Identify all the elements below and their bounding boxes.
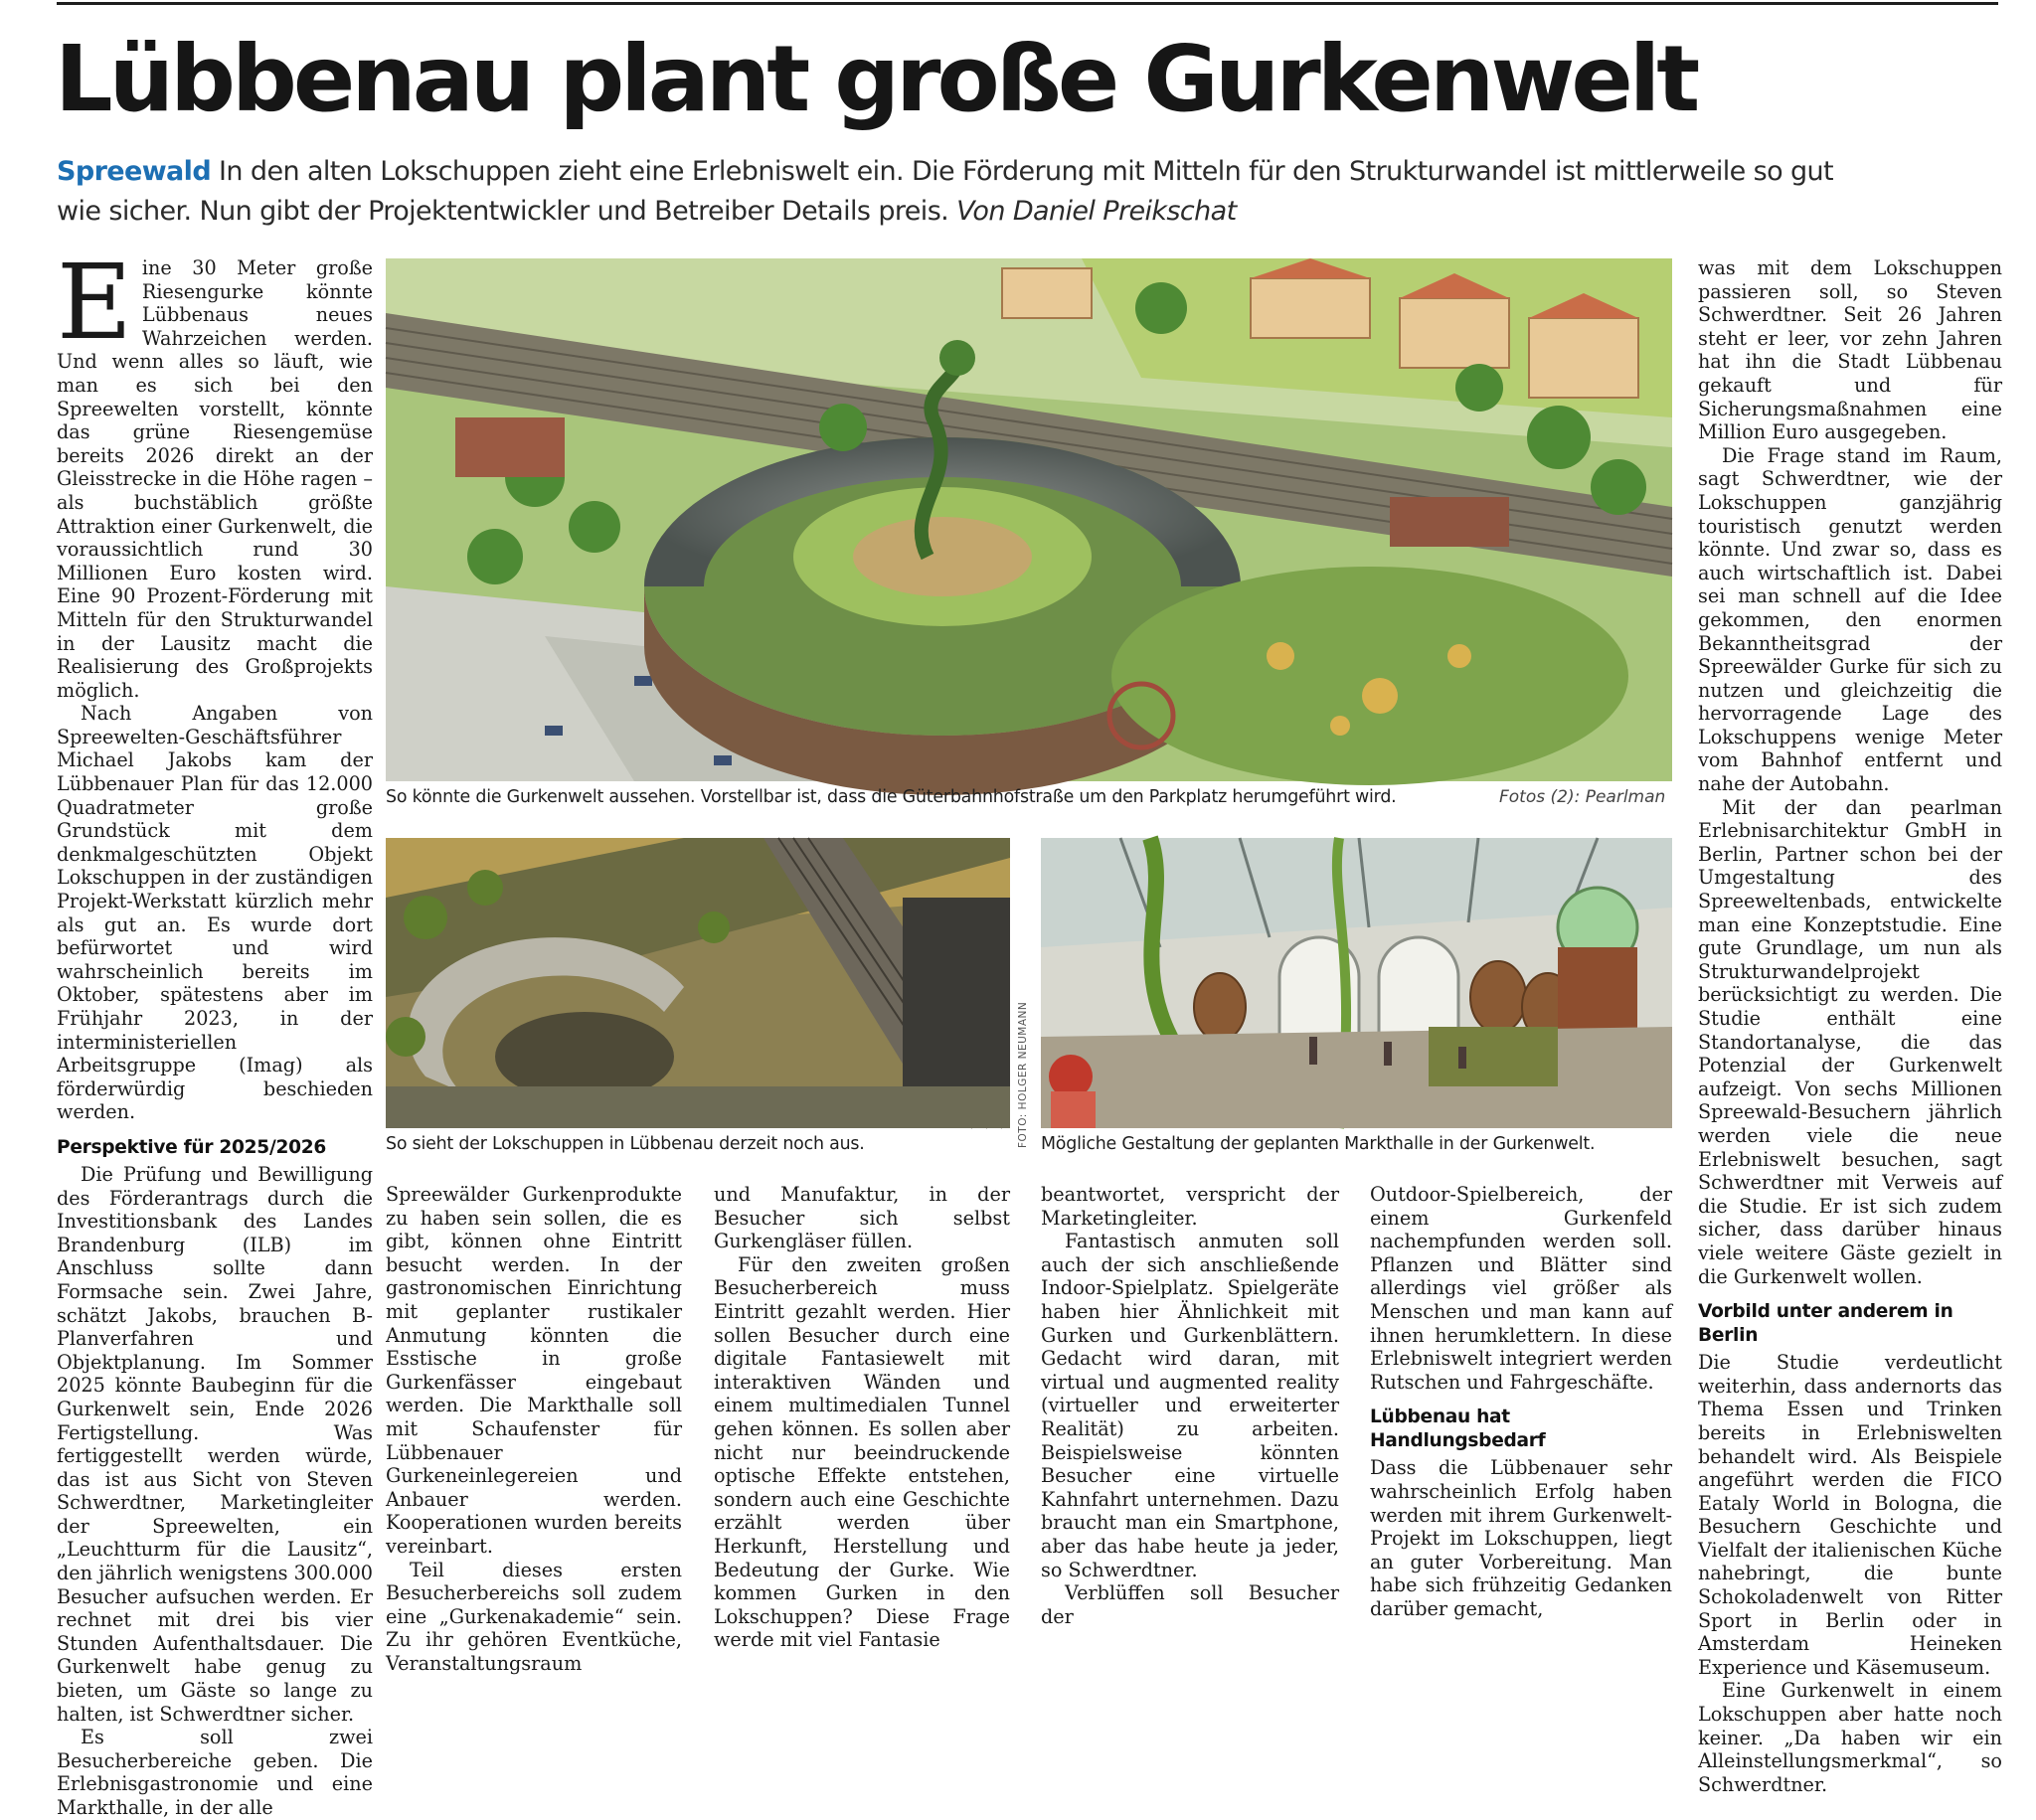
main-photo-credit: Fotos (2): Pearlman (1499, 787, 1666, 807)
deck-line-1: In den alten Lokschuppen zieht eine Erlebniswelt ein. Die Förderung mit Mitteln für den Strukturwandel ist mittlerweile so gut (211, 156, 1834, 187)
paragraph: Eine Gurkenwelt in einem Lokschuppen aber hatte noch keiner. „Da haben wir ein Alleinstellungsmerkmal“, so Schwerdtner. (1698, 1679, 2002, 1796)
paragraph: Verblüffen soll Besucher der (1041, 1581, 1339, 1628)
paragraph: beantwortet, verspricht der Marketingleiter. (1041, 1183, 1339, 1230)
article-column-3 (714, 1183, 1010, 1652)
gurkenwelt-illustration (386, 258, 1672, 781)
paragraph: was mit dem Lokschuppen passieren soll, so Steven Schwerdtner. Seit 26 Jahren steht er leer, vor zehn Jahren hat ihn die Stadt Lübbenau gekauft und für Sicherungsmaßnahmen eine Million Euro ausgegeben. (1698, 256, 2002, 444)
paragraph: Teil dieses ersten Besucherbereichs soll zudem eine „Gurkenakademie“ sein. Zu ihr gehören Eventküche, Veranstaltungsraum (386, 1558, 682, 1675)
kicker: Spreewald (57, 156, 212, 187)
article-column-1 (57, 242, 373, 1819)
deck (57, 152, 2005, 232)
paragraph: Outdoor-Spielbereich, der einem Gurkenfeld nachempfunden werden soll. Pflanzen und Blätter sind allerdings viel größer als Menschen und man kann auf ihnen herumklettern. In diese Erlebniswelt integriert werden Rutschen und Fahrgeschäfte. (1370, 1183, 1672, 1394)
article-column-4 (1041, 1183, 1339, 1628)
lokschuppen-aerial-photo (386, 838, 1010, 1128)
lokschuppen-aerial-photo-image (386, 838, 1010, 1128)
paragraph: Nach Angaben von Spreewelten-Geschäftsführer Michael Jakobs kam der Lübbenauer Plan für das 12.000 Quadratmeter große Grundstück mit dem denkmalgeschützten Objekt Lokschuppen in der zuständigen Projekt-Werkstatt kürzlich mehr als gut an. Es wurde dort befürwortet und wird wahrscheinlich bereits im Oktober, spätestens aber im Frühjahr 2023, in der interministeriellen Arbeitsgruppe (Imag) als förderwürdig beschieden werden. (57, 702, 373, 1124)
paragraph: Spreewälder Gurkenprodukte zu haben sein sollen, die es gibt, können ohne Eintritt besucht werden. In der gastronomischen Einrichtung mit geplanter rustikaler Anmutung könnten die Esstische in große Gurkenfässer eingebaut werden. Die Markthalle soll mit Schaufenster für Lübbenauer Gurkeneinlegereien und Anbauer werden. Kooperationen wurden bereits vereinbart. (386, 1183, 682, 1558)
headline: Lübbenau plant große Gurkenwelt (55, 26, 1697, 132)
aerial-photo-credit: FOTO: HOLGER NEUMANN (1017, 1001, 1029, 1148)
article-column-5 (1370, 1183, 1672, 1620)
markthalle-illustration (1041, 838, 1672, 1128)
paragraph: Die Studie verdeutlicht weiterhin, dass andernorts das Thema Essen und Trinken bereits in Erlebniswelten behandelt wird. Als Beispiele angeführt werden die FICO Eataly World in Bologna, die Besuchern Geschichte und Vielfalt der italienischen Küche nahebringt, die bunte Schokoladenwelt von Ritter Sport in Berlin oder in Amsterdam Heineken Experience und Käsemuseum. (1698, 1351, 2002, 1679)
main-photo-caption: So könnte die Gurkenwelt aussehen. Vorstellbar ist, dass die Güterbahnhofstraße um den Parkplatz herumgeführt wird. (386, 787, 1397, 807)
deck-line-2: wie sicher. Nun gibt der Projektentwickler und Betreiber Details preis. (57, 196, 957, 227)
paragraph: Für den zweiten großen Besucherbereich muss Eintritt gezahlt werden. Hier sollen Besucher durch eine digitale Fantasiewelt mit interaktiven Wänden und einem multimedialen Tunnel gehen können. Es sollen aber nicht nur beeindruckende optische Effekte entstehen, sondern auch eine Geschichte erzählt werden über Herkunft, Herstellung und Bedeutung der Gurke. Wie kommen Gurken in den Lokschuppen? Diese Frage werde mit viel Fantasie (714, 1252, 1010, 1652)
subheading: Vorbild unter anderem in Berlin (1698, 1301, 1953, 1347)
paragraph: und Manufaktur, in der Besucher sich selbst Gurkengläser füllen. (714, 1183, 1010, 1253)
article-column-6 (1698, 256, 2002, 1796)
aerial-photo-caption: So sieht der Lokschuppen in Lübbenau derzeit noch aus. (386, 1134, 865, 1154)
article-column-2 (386, 1183, 682, 1675)
byline: Von Daniel Preikschat (956, 196, 1237, 227)
paragraph: Es soll zwei Besucherbereiche geben. Die Erlebnisgastronomie und eine Markthalle, in der alle (57, 1726, 373, 1819)
paragraph: Dass die Lübbenauer sehr wahrscheinlich Erfolg haben werden mit ihrem Gurkenwelt-Projekt im Lokschuppen, liegt an guter Vorbereitung. Man habe sich frühzeitig Gedanken darüber gemacht, (1370, 1456, 1672, 1620)
subheading: Perspektive für 2025/2026 (57, 1136, 326, 1158)
markthalle-caption: Mögliche Gestaltung der geplanten Markthalle in der Gurkenwelt. (1041, 1134, 1596, 1154)
top-rule (57, 2, 1998, 5)
paragraph: Fantastisch anmuten soll auch der sich anschließende Indoor-Spielplatz. Spielgeräte haben hier Ähnlichkeit mit Gurken und Gurkenblättern. Gedacht wird daran, mit virtual und augmented reality (virtueller und erweiterter Realität) zu arbeiten. Beispielsweise könnten Besucher eine virtuelle Kahnfahrt unternehmen. Dazu braucht man ein Smartphone, aber das habe heute ja jeder, so Schwerdtner. (1041, 1230, 1339, 1581)
paragraph: Die Frage stand im Raum, sagt Schwerdtner, wie der Lokschuppen ganzjährig touristisch genutzt werden könnte. Und zwar so, dass es auch wirtschaftlich ist. Dabei sei man schnell auf die Idee gekommen, den enormen Bekanntheitsgrad der Spreewälder Gurke für sich zu nutzen und gleichzeitig die hervorragende Lage des Lokschuppens wenige Meter vom Bahnhof entfernt und nahe der Autobahn. (1698, 443, 2002, 796)
gurkenwelt-illustration-image (386, 258, 1672, 781)
dropcap: E (57, 242, 132, 363)
paragraph: Mit der dan pearlman Erlebnisarchitektur GmbH in Berlin, Partner schon bei der Umgestaltung des Spreeweltenbads, entwickelte man eine Konzeptstudie. Eine gute Grundlage, um nun als Strukturwandelprojekt berücksichtigt zu werden. Die Studie enthält eine Standortanalyse, die das Potenzial der Gurkenwelt aufzeigt. Von sechs Millionen Spreewald-Besuchern jährlich werden viele die neue Erlebniswelt besuchen, sagt Schwerdtner mit Verweis auf die Studie. Er ist sich zudem sicher, dass darüber hinaus viele weitere Gäste gezielt in die Gurkenwelt wollen. (1698, 795, 2002, 1288)
paragraph: ine 30 Meter große Riesengurke könnte Lübbenaus neues Wahrzeichen werden. Und wenn alles so läuft, wie man es sich bei den Spreewelten vorstellt, könnte das grüne Riesengemüse bereits 2026 direkt an der Gleisstrecke in die Höhe ragen – als buchstäblich größte Attraktion einer Gurkenwelt, die voraussichtlich rund 30 Millionen Euro kosten wird. Eine 90 Prozent-Förderung mit Mitteln für den Strukturwandel in der Lausitz macht die Realisierung des Großprojekts möglich. (57, 256, 373, 702)
subheading: Lübbenau hat Handlungsbedarf (1370, 1406, 1546, 1452)
paragraph: Die Prüfung und Bewilligung des Förderantrags durch die Investitionsbank des Landes Brandenburg (ILB) im Anschluss sollte dann Formsache sein. Zwei Jahre, schätzt Jakobs, brauchen B-Planverfahren und Objektplanung. Im Sommer 2025 könnte Baubeginn für die Gurkenwelt sein, Ende 2026 Fertigstellung. Was fertiggestellt werden würde, das ist aus Sicht von Steven Schwerdtner, Marketingleiter der Spreewelten, ein „Leuchtturm für die Lausitz“, den jährlich wenigstens 300.000 Besucher aufsuchen werden. Er rechnet mit drei bis vier Stunden Aufenthaltsdauer. Die Gurkenwelt habe genug zu bieten, um Gäste so lange zu halten, ist Schwerdtner sicher. (57, 1162, 373, 1726)
markthalle-illustration-image (1041, 838, 1672, 1128)
